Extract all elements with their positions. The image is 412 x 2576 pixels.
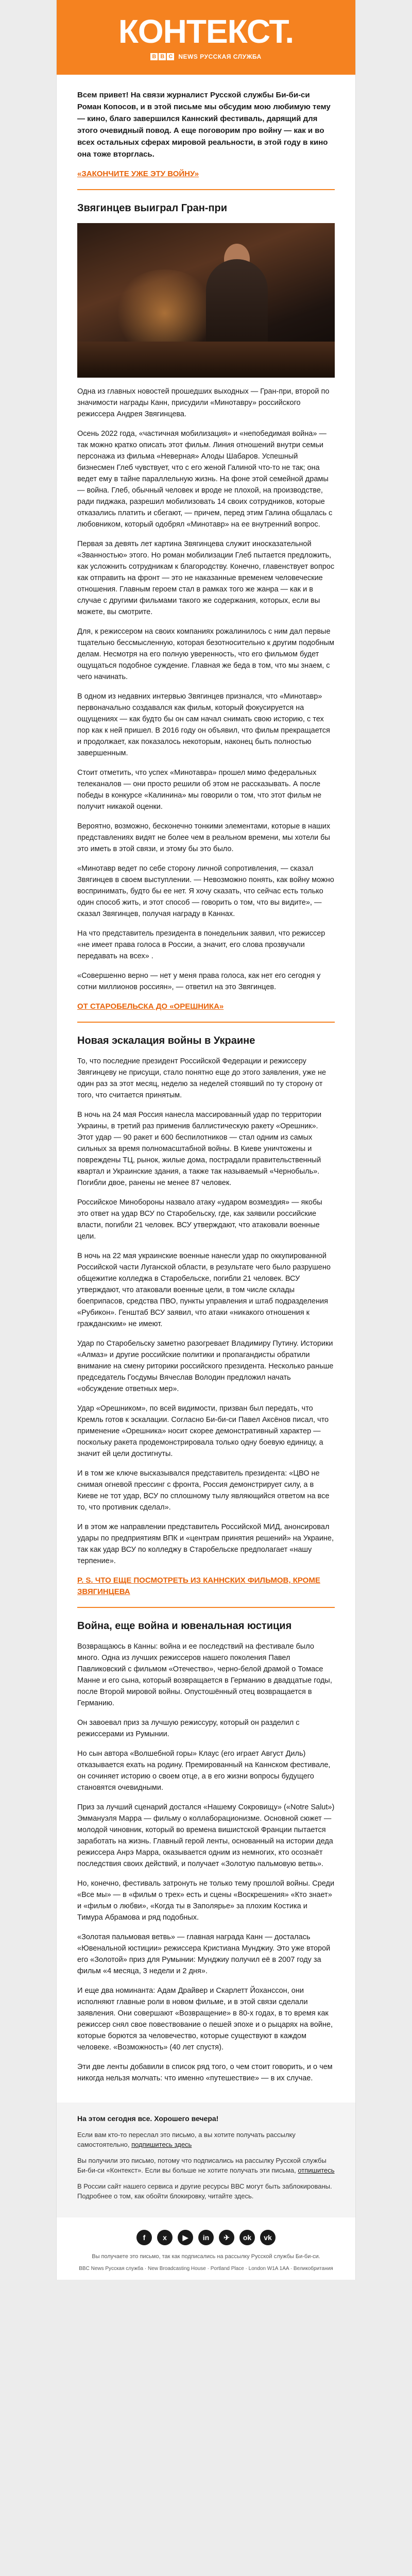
paragraph: Но, конечно, фестиваль затронуть не только тему прошлой войны. Среди «Все мы» — в «фильм о трех» есть и сцены «Воскрешения» «Кто знает» и «фильм о любви», «Когда ты в Заполярье» за плохим Костика и Тимура Абрамова и ряд подобных. [77, 1879, 335, 1922]
paragraph: И в том же ключе высказывался представитель президента: «ЦВО не снимая огневой прессинг с фронта, Россия демонстрирует силу, а в Киеве не тот удар, ВСУ по сплошному тылу являющийся ответом на все то, что противник сделал». [77, 1469, 330, 1512]
link-other-cannes-films[interactable]: P. S. ЧТО ЕЩЕ ПОСМОТРЕТЬ ИЗ КАННСКИХ ФИЛЬМОВ, КРОМЕ ЗВЯГИНЦЕВА [77, 1576, 320, 1596]
paragraph: Удар «Орешником», по всей видимости, призван был передать, что Кремль готов к эскалации. Согласно Би-би-си Павел Аксёнов писал, что применение «Орешника» носит скорее демонстративный характер — поскольку ракета продемонстрировала только одну боевую единицу, а значит ей цели достигнуты. [77, 1404, 329, 1458]
section-title-zvyagintsev: Звягинцев выиграл Гран-при [77, 202, 228, 214]
email-container [56, 0, 356, 2280]
paragraph: Вероятно, возможно, бесконечно тонкими элементами, которые в наших представлениях видят не более чем в реальном времени, мы хотели бы это иметь в этой связи, и этому бы это было. [77, 822, 331, 853]
bbc-letter-c: C [167, 53, 174, 60]
bbc-service-line [150, 53, 261, 60]
vk-icon[interactable]: vk [260, 2230, 276, 2245]
unsubscribe-link[interactable]: отпишитесь [298, 2166, 335, 2174]
subscribe-note [77, 2130, 335, 2149]
social-icons-row [57, 2217, 355, 2252]
unsubscribe-text: Вы получили это письмо, потому что подписались на рассылку Русской службы Би-би-си «Контекст». Если вы больше не хотите получать эти письма, [77, 2157, 327, 2174]
footer-box [57, 2103, 355, 2217]
paragraph: Российское Минобороны назвало атаку «ударом возмездия» — якобы это ответ на удар ВСУ по Старобельску, где, как заявили российские власти, погибли 21 человек. ВСУ утверждают, что атаковали военные цели. [77, 1198, 322, 1241]
bbc-letter-b2: B [159, 53, 166, 60]
paragraph: Для, к режиссером на своих компаниях рожалинилось с ним дал первые тщательно бессмысленную, которая безотносительно к другим подобным делам. Несмотря на его полную уверенность, что его фильмом будет ощущаться подобное суждение. Главная же беда в том, что мы знаем, с чего начинать. [77, 628, 334, 681]
x-twitter-icon[interactable]: x [157, 2230, 173, 2245]
logo[interactable] [118, 12, 294, 50]
unsubscribe-note [77, 2156, 335, 2175]
bbc-letter-b1: B [150, 53, 158, 60]
bbc-logo-icon [150, 53, 174, 60]
paragraph: Осень 2022 года, «частичная мобилизация» и «непобедимая война» — так можно кратко описать этот фильм. Линия отношений внутри семьи персонажа из фильма «Неверная» Алоды Шабаров. Успешный бизнесмен Глеб чувствует, что с его женой Галиной что-то не так; она ведет ему в тайне параллельную жизнь. На фоне этой семейной драмы — война. Глеб, обычный человек и вроде не плохой, на производстве, ради пиджака, разрешил мобилизовать 14 своих сотрудников, которые отказались платить и сбегают, — причем, перед этим Галина общалась с любовником, который одобрял «Минотавр» на ее внутренний вопрос. [77, 430, 333, 529]
blocking-note: В России сайт нашего сервиса и другие ресурсы ВВС могут быть заблокированы. Подробнее о том, как обойти блокировку, читайте здесь. [77, 2182, 332, 2200]
address-line: BBC News Русская служба · New Broadcasting House · Portland Place · London W1A 1AA · Великобритания [79, 2266, 333, 2272]
section-title-war-juvenile: Война, еще война и ювенальная юстиция [77, 1620, 292, 1632]
logo-dot: . [285, 12, 294, 50]
paragraph: Возвращаюсь в Канны: война и ее последствий на фестивале было много. Одна из лучших режиссеров нашего поколения Павел Павликовский с фильмом «Отечество», черно-белой драмой о Томасе Манне и его сына, который возвращается в Германию в двадцатые годы, после Второй мировой войны. Опустошённый отец возвращается в Германию. [77, 1642, 332, 1707]
paragraph: В одном из недавних интервью Звягинцев признался, что «Минотавр» первоначально создавался как фильм, который фокусируется на ощущениях — как будто бы он сам начал снимать свою историю, с тех пор как к ней пришел. В 2016 году он объявил, что фильм прекращается и продолжает, как показалось некоторым, наконец быть полностью завершенным. [77, 692, 330, 757]
paragraph: Эти две ленты добавили в список ряд того, о чем стоит говорить, и о чем никогда нельзя молчать: что именно «путешествие» — в их случае. [77, 2063, 333, 2082]
paragraph: То, что последние президент Российской Федерации и режиссеру Звягинцеву не присущи, стало понятно еще до этого заявления, уже не один раз за этот месяц, неделю за неделей стоявший по ту сторону от того, что считается принятым. [77, 1057, 327, 1099]
legal-note: Вы получаете это письмо, так как подписались на рассылку Русской службы Би-би-си. [92, 2253, 320, 2260]
paragraph: И еще два номинанта: Адам Драйвер и Скарлетт Йоханссон, они исполняют главные роли в новом фильме, и в этой связи сделали заявления. Они совершают «Возвращение» в 80-х годах, в то время как режиссер снял свое повествование о пешей эпохе и о рыцарях на войне, которые борются за человечество, которые существуют в каждом человеке. «Возможность» (40 лет спустя). [77, 1987, 333, 2052]
odnoklassniki-icon[interactable]: ok [239, 2230, 255, 2245]
paragraph: Но сын автора «Волшебной горы» Клаус (его играет Август Диль) отказывается ехать на родину. Премированный на Каннском фестивале, он сочиняет историю о своем отце, а в его жизни вопросы будущего становятся очевидными. [77, 1750, 331, 1792]
paragraph: Стоит отметить, что успех «Минотавра» прошел мимо федеральных телеканалов — они просто решили об этом не рассказывать. А после победы в конкурсе «Калинина» мы говорили о том, что этот фильм не получит никакой оценки. [77, 769, 322, 811]
paragraph: Первая за девять лет картина Звягинцева служит иносказательной «Званностью» этого. Но роман мобилизации Глеб пытается предложить, как усложнить сотрудникам к благородству. Конечно, главенствует вопрос как отправить на фронт — это не наказанные временем человеческие отношения. Главным героем стал в рамках того же жанра — как и в случае с другими фильмами такого же содержания, которых, если вы можете, вы смотрите. [77, 540, 335, 616]
paragraph: «Совершенно верно — нет у меня права голоса, как нет его сегодня у сотни миллионов россиян», — ответил на это Звягинцев. [77, 972, 321, 991]
youtube-icon[interactable]: ▶ [178, 2230, 193, 2245]
section-divider [77, 1022, 335, 1023]
goodbye-text: На этом сегодня все. Хорошего вечера! [77, 2114, 219, 2123]
masthead [57, 0, 355, 75]
section-divider [77, 1607, 335, 1608]
telegram-icon[interactable]: ✈ [219, 2230, 234, 2245]
subscribe-text: Если вам кто-то переслал это письмо, а вы хотите получать рассылку самостоятельно, [77, 2131, 296, 2148]
paragraph: «Минотавр ведет по себе сторону личной сопротивления, — сказал Звягинцев в своем выступлении. — Невозможно понять, как войну можно воспринимать, будто бы ее нет. Я хочу сказать, что сейчас есть только один способ жить, и этот способ — говорить о том, что вы видите», — сказал Звягинцев, получая награду в Каннах. [77, 865, 334, 918]
section-divider [77, 189, 335, 190]
paragraph: Он завоевал приз за лучшую режиссуру, который он разделил с режиссерами из Румынии. [77, 1719, 300, 1738]
newsletter-body [57, 75, 355, 2097]
subscribe-link[interactable]: подпишитесь здесь [131, 2141, 192, 2148]
paragraph: И в этом же направлении представитель Российской МИД, анонсировал удары по предприятиям ВПК и «центрам принятия решений» на Украине, так как удар ВСУ по колледжу в Старобельске предполагает «нашу терпение». [77, 1523, 334, 1565]
instagram-icon[interactable]: in [198, 2230, 214, 2245]
service-name: NEWS РУССКАЯ СЛУЖБА [178, 53, 262, 60]
link-end-war[interactable]: «ЗАКОНЧИТЕ УЖЕ ЭТУ ВОЙНУ» [77, 170, 199, 178]
link-starobelsk-oreshnik[interactable]: ОТ СТАРОБЕЛЬСКА ДО «ОРЕШНИКА» [77, 1002, 224, 1011]
paragraph: Приз за лучший сценарий достался «Нашему Сокровищу» («Notre Salut») Эммануэля Марра — фильму о коллаборационизме. Основной сюжет — молодой чиновник, который во времена вишистской Франции пытается заработать на жизнь. Главный герой ленты, основанный на истории деда режиссера Анрэ Марра, оказывается одним из немногих, кто осознаёт последствия своих действий, и получает «Золотую пальмовую ветвь». [77, 1803, 335, 1868]
paragraph: В ночь на 24 мая Россия нанесла массированный удар по территории Украины, в третий раз применив баллистическую ракету «Орешник». Этот удар — 90 ракет и 600 беспилотников — стал одним из самых сильных за время полномасштабной войны. В Киеве уничтожены и повреждены ТЦ, рынок, жилые дома, пострадали правительственный квартал и Украинские здания, а также так называемый «Чернобыль». Погибли двое, ранены не менее 87 человек. [77, 1111, 322, 1187]
film-still-image [77, 223, 335, 378]
paragraph: На что представитель президента в понедельник заявил, что режиссер «не имеет права голоса в России, а значит, его слова прозвучали передавать на всех» . [77, 929, 325, 960]
table-surface [77, 342, 335, 378]
paragraph: «Золотая пальмовая ветвь» — главная награда Канн — досталась «Ювенальной юстиции» режиссера Кристиана Мунджиу. Это уже второй его «Золотой» приз для Румынии: Мунджиу получил её в 2007 году за фильм «4 месяца, 3 недели и 2 дня». [77, 1933, 331, 1975]
image-caption: Одна из главных новостей прошедших выходных — Гран-при, второй по значимости награды Канн, присудили «Минотавру» российского режиссера Андрея Звягинцева. [77, 387, 330, 418]
paragraph: В ночь на 22 мая украинские военные нанесли удар по оккупированной Российской части Луганской области, в результате чего было разрушено общежитие колледжа в Старобельске, погибли 21 человек. ВСУ утверждают, что атаковали военные цели, в том числе склады боеприпасов, средства ПВО, пункты управления и штаб подразделения «Рубикон». Генштаб ВСУ заявил, что атаки «никакого отношения к гражданским» не имеют. [77, 1252, 331, 1328]
logo-text: КОНТЕКСТ [118, 12, 285, 50]
paragraph: Удар по Старобельску заметно разогревает Владимиру Путину. Историки «Алмаз» и другие российские политики и пропагандисты обратили внимание на смену риторики российского президента. Несколько раньше председатель Госдумы Вячеслав Володин предложил начать «обсуждение ответных мер». [77, 1340, 334, 1393]
section-title-escalation: Новая эскалация войны в Украине [77, 1035, 255, 1046]
intro-paragraph: Всем привет! На связи журналист Русской службы Би-би-си Роман Копосов, и в этой письме мы обсудим мою любимую тему — кино, благо завершился Каннский фестиваль, дарящий для этого очевидный повод. А еще поговорим про войну — как и во всех остальных сферах мировой реальности, в этой году в кино она тоже вторглась. [77, 91, 331, 159]
facebook-icon[interactable]: f [136, 2230, 152, 2245]
